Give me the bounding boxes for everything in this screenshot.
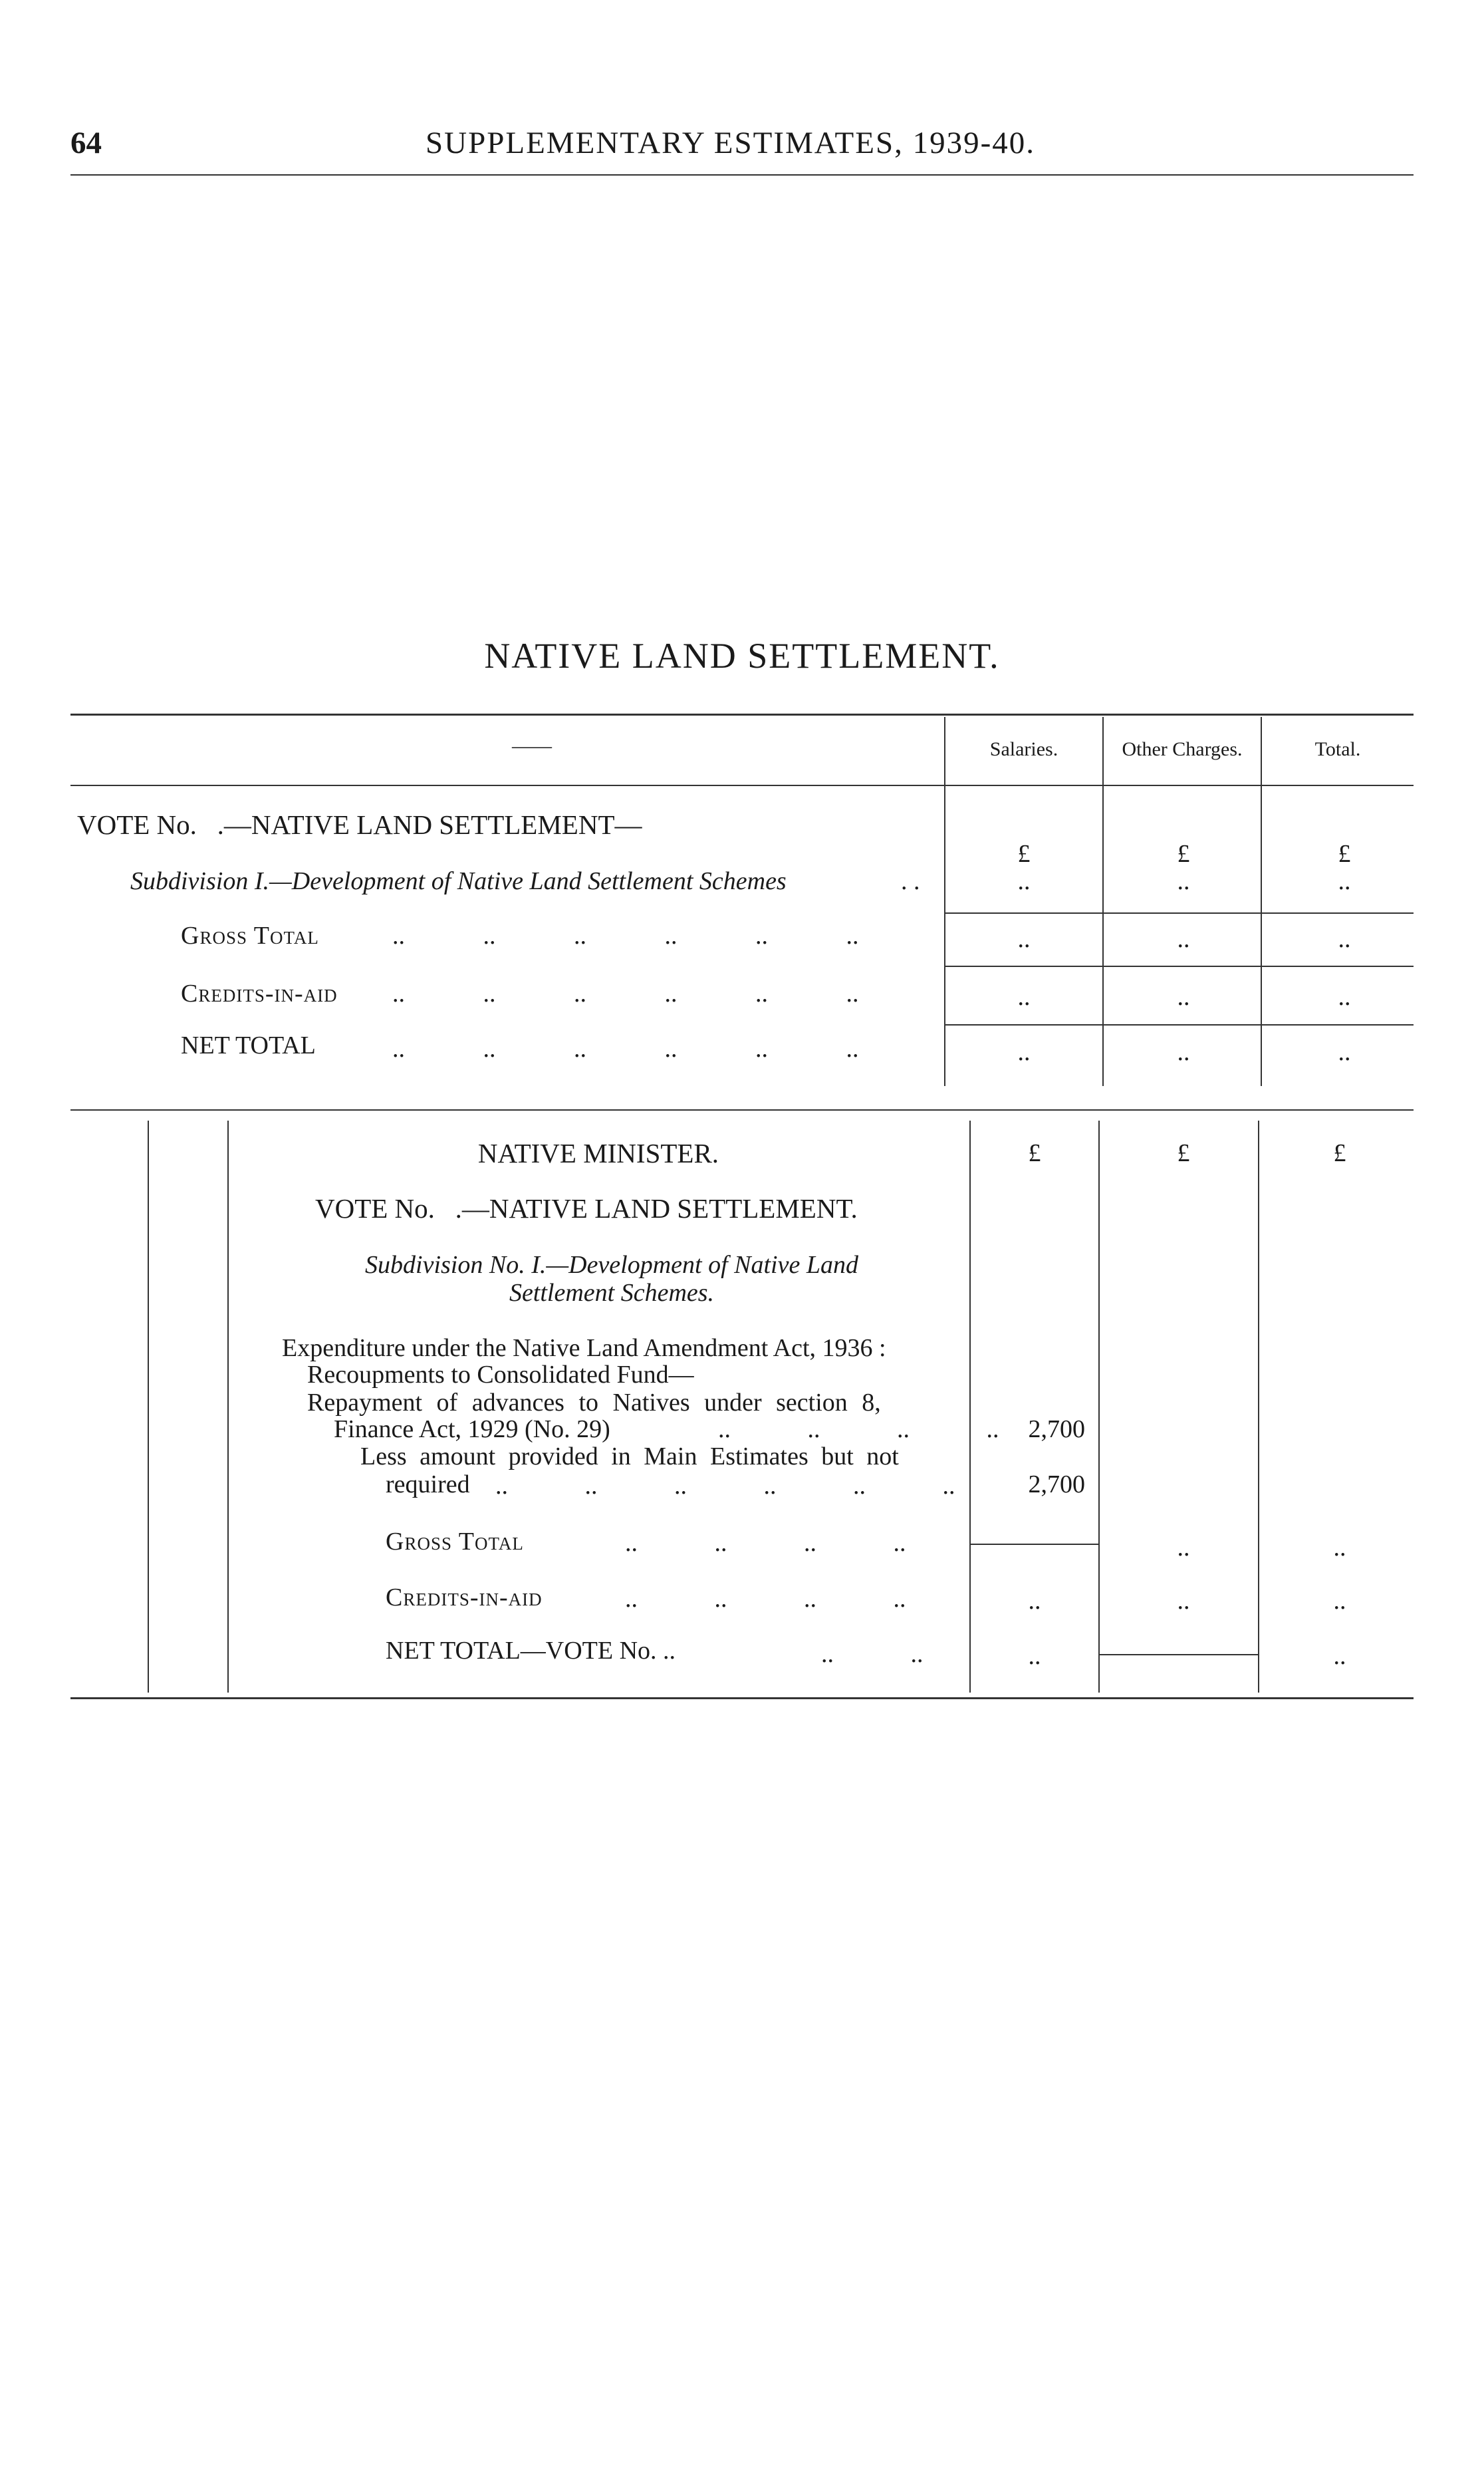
detail-credits-other: .. — [1177, 1587, 1190, 1615]
summary-col-header-other-charges: Other Charges. — [1122, 738, 1243, 760]
summary-col-rule — [944, 717, 945, 1086]
section-title: NATIVE LAND SETTLEMENT. — [484, 636, 1000, 676]
detail-repayment-line2: Finance Act, 1929 (No. 29) — [334, 1415, 610, 1443]
summary-col-header-total: Total. — [1314, 738, 1361, 760]
summary-first-col-header: —— — [512, 735, 552, 757]
detail-currency-salaries: £ — [1028, 1139, 1041, 1167]
detail-col-rule — [148, 1121, 149, 1693]
summary-col-rule — [1261, 717, 1262, 1086]
leader-dots: .. .. .. .. — [718, 1415, 999, 1443]
summary-sub-rule — [944, 1024, 1414, 1026]
summary-col-header-salaries: Salaries. — [989, 738, 1058, 760]
detail-row-label: Gross Total — [386, 1528, 524, 1556]
header-rule — [70, 174, 1414, 176]
summary-top-rule — [70, 714, 1414, 716]
summary-subdivision-other: .. — [1177, 867, 1190, 895]
detail-credits-salaries: .. — [1028, 1587, 1041, 1615]
leader-dots: .. .. .. .. .. .. — [392, 922, 859, 950]
detail-credits-total: .. — [1333, 1587, 1346, 1615]
detail-vote-line: VOTE No. .—NATIVE LAND SETTLEMENT. — [315, 1193, 858, 1224]
detail-col-rule — [1258, 1121, 1259, 1693]
summary-col-rule — [1102, 717, 1104, 1086]
summary-header-rule — [70, 785, 1414, 786]
summary-currency-total: £ — [1338, 840, 1351, 868]
detail-subdivision-line2: Settlement Schemes. — [509, 1279, 715, 1307]
detail-gross-other: .. — [1177, 1534, 1190, 1562]
summary-net-total: .. — [1338, 1038, 1351, 1066]
summary-sub-rule — [944, 966, 1414, 967]
summary-row-label: Gross Total — [181, 922, 319, 950]
summary-gross-salaries: .. — [1017, 925, 1031, 953]
summary-credits-total: .. — [1338, 983, 1351, 1011]
summary-subdivision-total: .. — [1338, 867, 1351, 895]
leader-dots: .. .. .. .. .. .. — [495, 1472, 955, 1500]
summary-vote-line: VOTE No. .—NATIVE LAND SETTLEMENT— — [77, 809, 642, 840]
detail-less-line2: required — [386, 1470, 470, 1498]
detail-gross-total: .. — [1333, 1534, 1346, 1562]
leader-dots: .. .. .. .. — [625, 1585, 906, 1613]
summary-credits-salaries: .. — [1017, 983, 1031, 1011]
page-number: 64 — [70, 126, 102, 160]
detail-col-rule — [227, 1121, 229, 1693]
detail-currency-total: £ — [1333, 1139, 1346, 1167]
detail-row-label: NET TOTAL—VOTE No. .. — [386, 1637, 676, 1665]
detail-expenditure-line: Expenditure under the Native Land Amendment Act, 1936 : — [282, 1334, 886, 1362]
running-title: SUPPLEMENTARY ESTIMATES, 1939-40. — [426, 126, 1036, 160]
summary-net-other: .. — [1177, 1038, 1190, 1066]
detail-col-rule — [1098, 1121, 1100, 1693]
summary-sub-rule — [944, 912, 1414, 914]
detail-row-label: Credits-in-aid — [386, 1584, 543, 1611]
summary-subdivision: Subdivision I.—Development of Native Land Settlement Schemes — [130, 867, 787, 895]
detail-net-salaries: .. — [1028, 1642, 1041, 1670]
leader-dots: .. .. .. .. — [625, 1529, 906, 1557]
summary-currency-salaries: £ — [1017, 840, 1031, 868]
summary-credits-other: .. — [1177, 983, 1190, 1011]
detail-less-value: 2,700 — [1028, 1470, 1085, 1498]
detail-currency-other: £ — [1177, 1139, 1190, 1167]
leader-dots: .. .. .. .. .. .. — [392, 1035, 859, 1063]
leader-dots: .. .. — [821, 1640, 924, 1668]
detail-less-line1: Less amount provided in Main Estimates but not — [360, 1443, 899, 1470]
detail-sum-rule — [969, 1544, 1098, 1545]
detail-subdivision-line1: Subdivision No. I.—Development of Native Land — [365, 1251, 858, 1279]
detail-net-total: .. — [1333, 1642, 1346, 1670]
detail-repayment-line1: Repayment of advances to Natives under section 8, — [307, 1389, 881, 1417]
detail-minister-heading: NATIVE MINISTER. — [477, 1138, 719, 1169]
summary-net-salaries: .. — [1017, 1038, 1031, 1066]
summary-bottom-rule — [70, 1109, 1414, 1111]
summary-row-label: NET TOTAL — [181, 1032, 316, 1059]
leader-dots: . . — [901, 867, 920, 895]
summary-row-label: Credits-in-aid — [181, 980, 338, 1008]
leader-dots: .. .. .. .. .. .. — [392, 980, 859, 1008]
summary-currency-other: £ — [1177, 840, 1190, 868]
summary-gross-total: .. — [1338, 925, 1351, 953]
detail-bottom-rule — [70, 1697, 1414, 1699]
summary-gross-other: .. — [1177, 925, 1190, 953]
detail-sum-rule — [1098, 1654, 1258, 1655]
detail-recoupments-line: Recoupments to Consolidated Fund— — [307, 1361, 694, 1389]
summary-subdivision-salaries: .. — [1017, 867, 1031, 895]
detail-repayment-value: 2,700 — [1028, 1415, 1085, 1443]
